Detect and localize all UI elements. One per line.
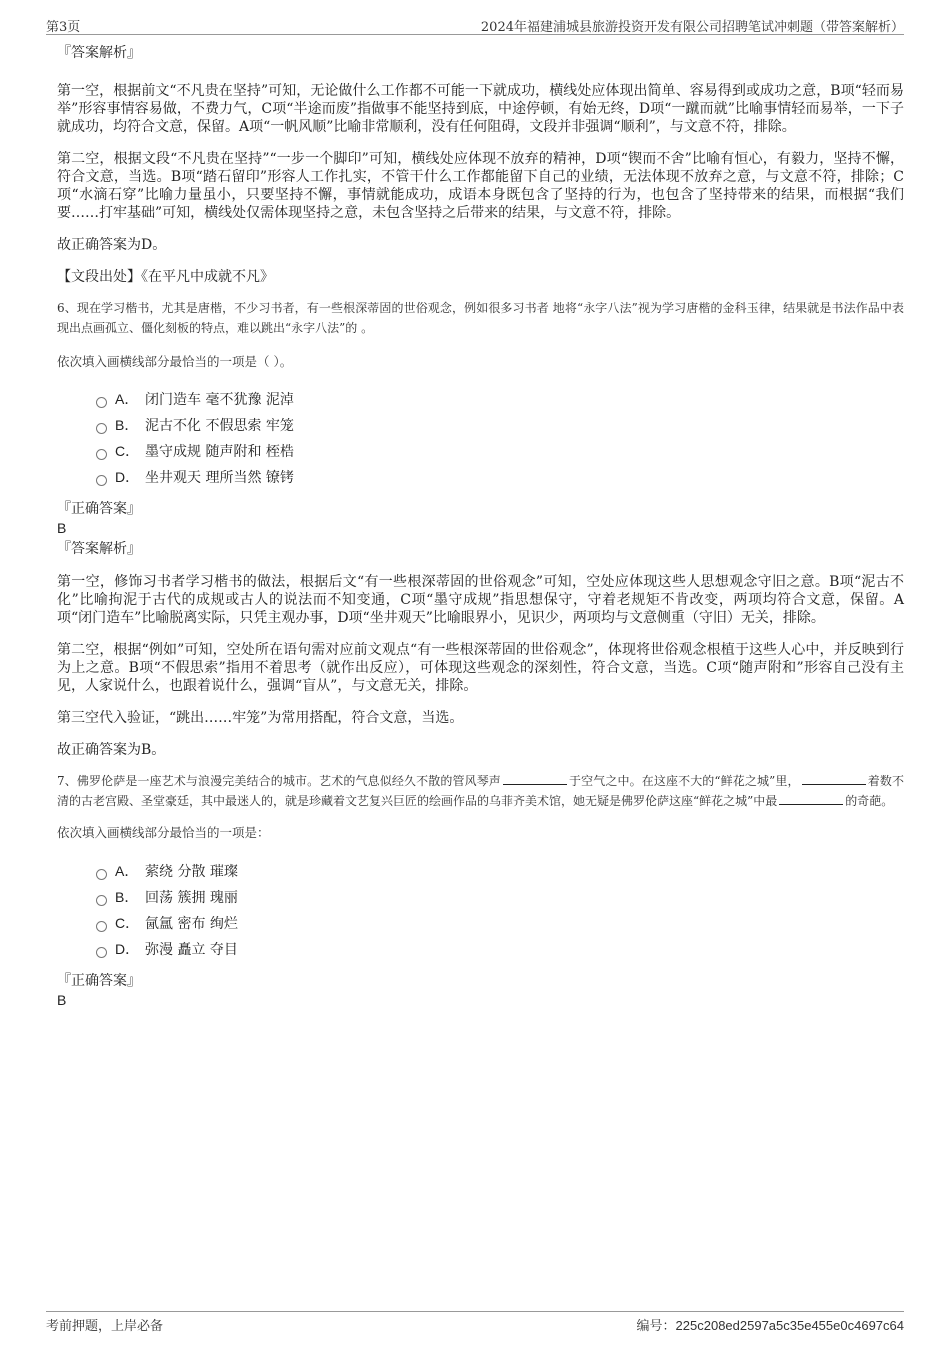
q7-option-a[interactable]: A． 萦绕 分散 璀璨 [96,858,904,884]
q7-option-b[interactable]: B． 回荡 簇拥 瑰丽 [96,884,904,910]
fill-blank [779,792,843,805]
q5-analysis-para-1: 第一空，根据前文“不凡贵在坚持”可知，无论做什么工作都不可能一下就成功，横线处应体现出简单、容易得到或成功之意，B项“轻而易举”形容事情容易做，不费力气，C项“半途而废”指做事不能坚持到底，中途停顿，有始无终，D项“一蹴而就”比喻事情轻而易举，一下子就成功，均符合文意，保留。A项“一帆风顺”比喻非常顺利，没有任何阻碍，文段并非强调“顺利”，与文意不符，排除。 [57,83,904,135]
q6-options [57,386,904,490]
q6-analysis-label: 『答案解析』 [57,541,141,557]
q7-correct-label: 『正确答案』 [57,973,141,989]
q6-prompt: 依次填入画横线部分最恰当的一项是（ ）。 [57,354,293,369]
radio-icon[interactable] [96,475,107,486]
q6-analysis-para-2: 第二空，根据“例如”可知，空处所在语句需对应前文观点“有一些根深蒂固的世俗观念”，体现将世俗观念根植于这些人心中，并反映到行为上之意。B项“不假思索”指用不着思考（就作出反应），可体现这些观念的深刻性，符合文意，当选。C项“随声附和”形容自己没有主见，人家说什么，也跟着说什么，强调“盲从”，与文意无关，排除。 [57,642,904,694]
document-title: 2024年福建浦城县旅游投资开发有限公司招聘笔试冲刺题（带答案解析） [480,20,904,35]
q6-analysis-para-3: 第三空代入验证，“跳出……牢笼”为常用搭配，符合文意，当选。 [57,710,464,726]
q6-option-b[interactable]: B． 泥古不化 不假思索 牢笼 [96,412,904,438]
radio-icon[interactable] [96,449,107,460]
q6-conclusion: 故正确答案为B。 [57,742,166,758]
q5-analysis-label: 『答案解析』 [57,45,141,61]
q7-stem: 7、佛罗伦萨是一座艺术与浪漫完美结合的城市。艺术的气息似经久不散的管风琴声 于空气之中。在这座不大的“鲜花之城”里， 着数不清的古老宫殿、圣堂豪廷，其中最迷人的，就是珍藏着文艺复兴巨匠的绘画作品的乌菲齐美术馆，她无疑是佛罗伦萨这座“鲜花之城”中最 的奇葩。 [57,774,904,808]
radio-icon[interactable] [96,869,107,880]
q6-analysis-para-1: 第一空，修饰习书者学习楷书的做法，根据后文“有一些根深蒂固的世俗观念”可知，空处应体现这些人思想观念守旧之意。B项“泥古不化”比喻拘泥于古代的成规或古人的说法而不知变通，C项“墨守成规”指思想保守，守着老规矩不肯改变，两项均符合文意，保留。A项“闭门造车”比喻脱离实际，只凭主观办事，D项“坐井观天”比喻眼界小，见识少，两项均与文意侧重（守旧）无关，排除。 [57,574,904,626]
fill-blank [802,772,866,785]
q7-prompt: 依次填入画横线部分最恰当的一项是： [57,825,270,840]
q6-correct-answer: B [57,520,67,536]
q6-option-a[interactable]: A． 闭门造车 毫不犹豫 泥淖 [96,386,904,412]
document-code: 编号：225c208ed2597a5c35e455e0c4697c64 [636,1318,904,1334]
q6-option-d[interactable]: D． 坐井观天 理所当然 镣铐 [96,464,904,490]
page-number: 第3页 [46,20,81,35]
radio-icon[interactable] [96,397,107,408]
radio-icon[interactable] [96,423,107,434]
q6-correct-label: 『正确答案』 [57,501,141,517]
q7-options [57,858,904,962]
radio-icon[interactable] [96,947,107,958]
q5-conclusion: 故正确答案为D。 [57,237,167,253]
fill-blank [503,772,567,785]
q5-source: 【文段出处】《在平凡中成就不凡》 [57,269,274,285]
radio-icon[interactable] [96,895,107,906]
q6-stem: 6、现在学习楷书，尤其是唐楷，不少习书者，有一些根深蒂固的世俗观念，例如很多习书者 地将“永字八法”视为学习唐楷的金科玉律，结果就是书法作品中表现出点画孤立、僵化刻板的特点，难以跳出“永字八法”的 。 [57,301,904,335]
footer-slogan: 考前押题，上岸必备 [46,1319,164,1334]
q7-option-c[interactable]: C． 氤氲 密布 绚烂 [96,910,904,936]
page-content [57,44,904,1009]
radio-icon[interactable] [96,921,107,932]
q7-option-d[interactable]: D． 弥漫 矗立 夺目 [96,936,904,962]
q6-option-c[interactable]: C． 墨守成规 随声附和 桎梏 [96,438,904,464]
q7-correct-answer: B [57,992,67,1008]
page-footer [46,1311,904,1336]
page-header [46,14,904,35]
q5-analysis-para-2: 第二空，根据文段“不凡贵在坚持”“一步一个脚印”可知，横线处应体现不放弃的精神，D项“锲而不舍”比喻有恒心，有毅力，坚持不懈，符合文意，当选。B项“踏石留印”形容人工作扎实，不管干什么工作都能留下自己的业绩，无法体现不放弃之意，与文意不符，排除；C项“水滴石穿”比喻力量虽小，只要坚持不懈，事情就能成功，成语本身既包含了坚持的行为，也包含了坚持带来的结果，而根据“我们要……打牢基础”可知，横线处仅需体现坚持之意，未包含坚持之后带来的结果，与文意不符，排除。 [57,151,904,221]
